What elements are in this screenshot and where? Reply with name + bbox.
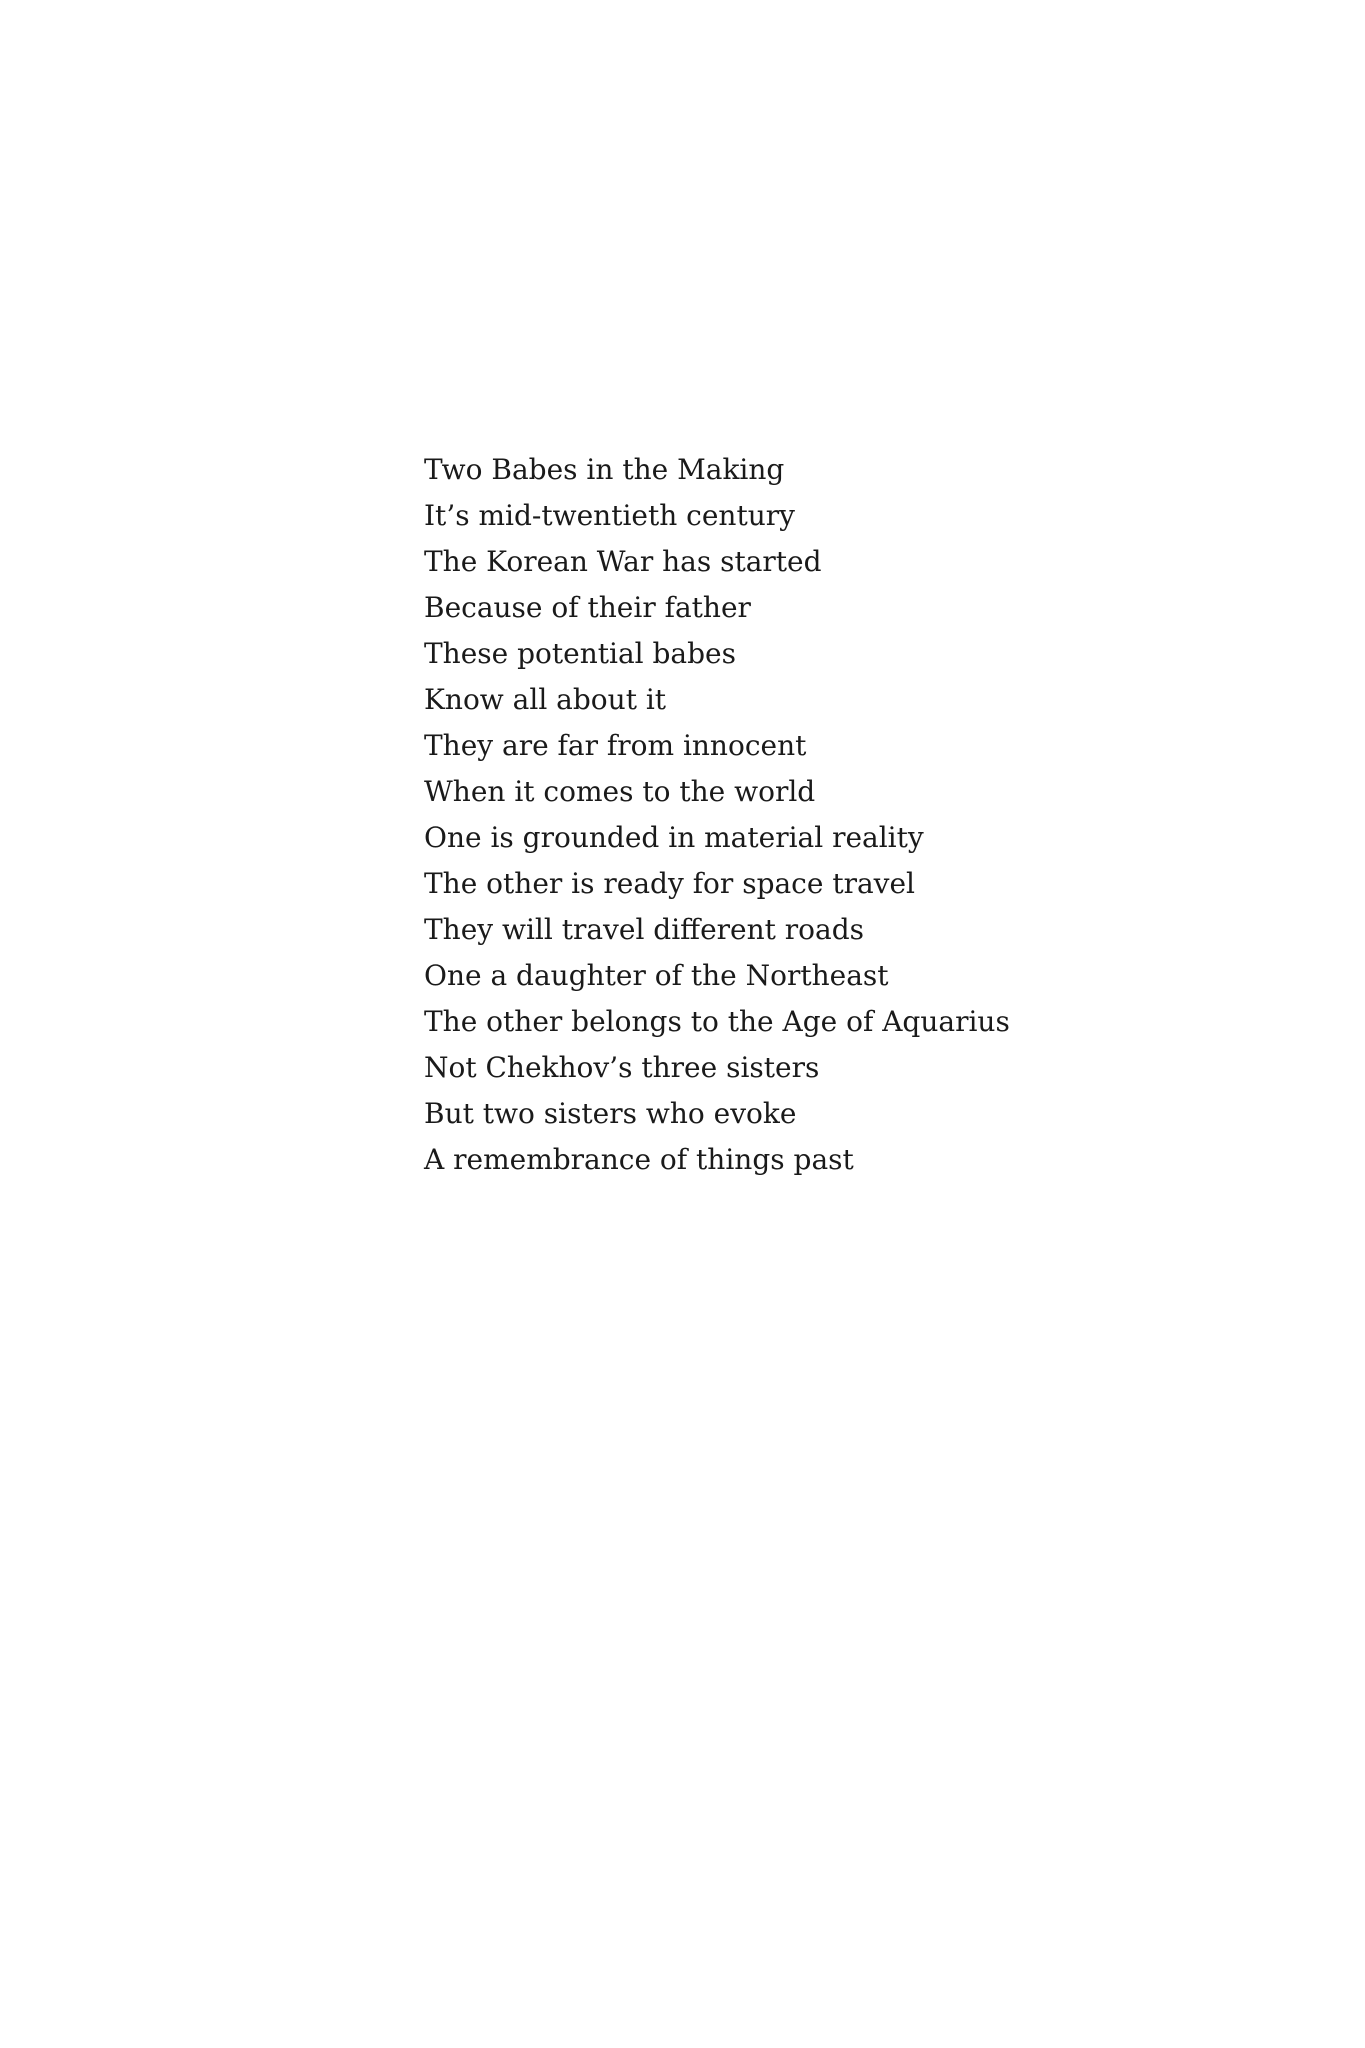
poem-line: One a daughter of the Northeast: [424, 959, 889, 992]
poem-line: One is grounded in material reality: [424, 821, 924, 854]
poem-line: The other belongs to the Age of Aquarius: [424, 1005, 1010, 1038]
poem-line: It’s mid-twentieth century: [424, 499, 795, 532]
poem-line: When it comes to the world: [424, 775, 816, 808]
poem-line: They are far from innocent: [424, 729, 807, 762]
poem-line: But two sisters who evoke: [424, 1097, 797, 1130]
poem-line: Not Chekhov’s three sisters: [424, 1051, 820, 1084]
poem-line: Two Babes in the Making: [424, 453, 785, 486]
poem-line: Know all about it: [424, 683, 667, 716]
poem-line: These potential babes: [424, 637, 736, 670]
poem-text: [424, 447, 1224, 1183]
poem-line: The other is ready for space travel: [424, 867, 916, 900]
poem-line: The Korean War has started: [424, 545, 822, 578]
poem-line: A remembrance of things past: [424, 1143, 854, 1176]
poem-line: They will travel different roads: [424, 913, 865, 946]
poem-line: Because of their father: [424, 591, 751, 624]
